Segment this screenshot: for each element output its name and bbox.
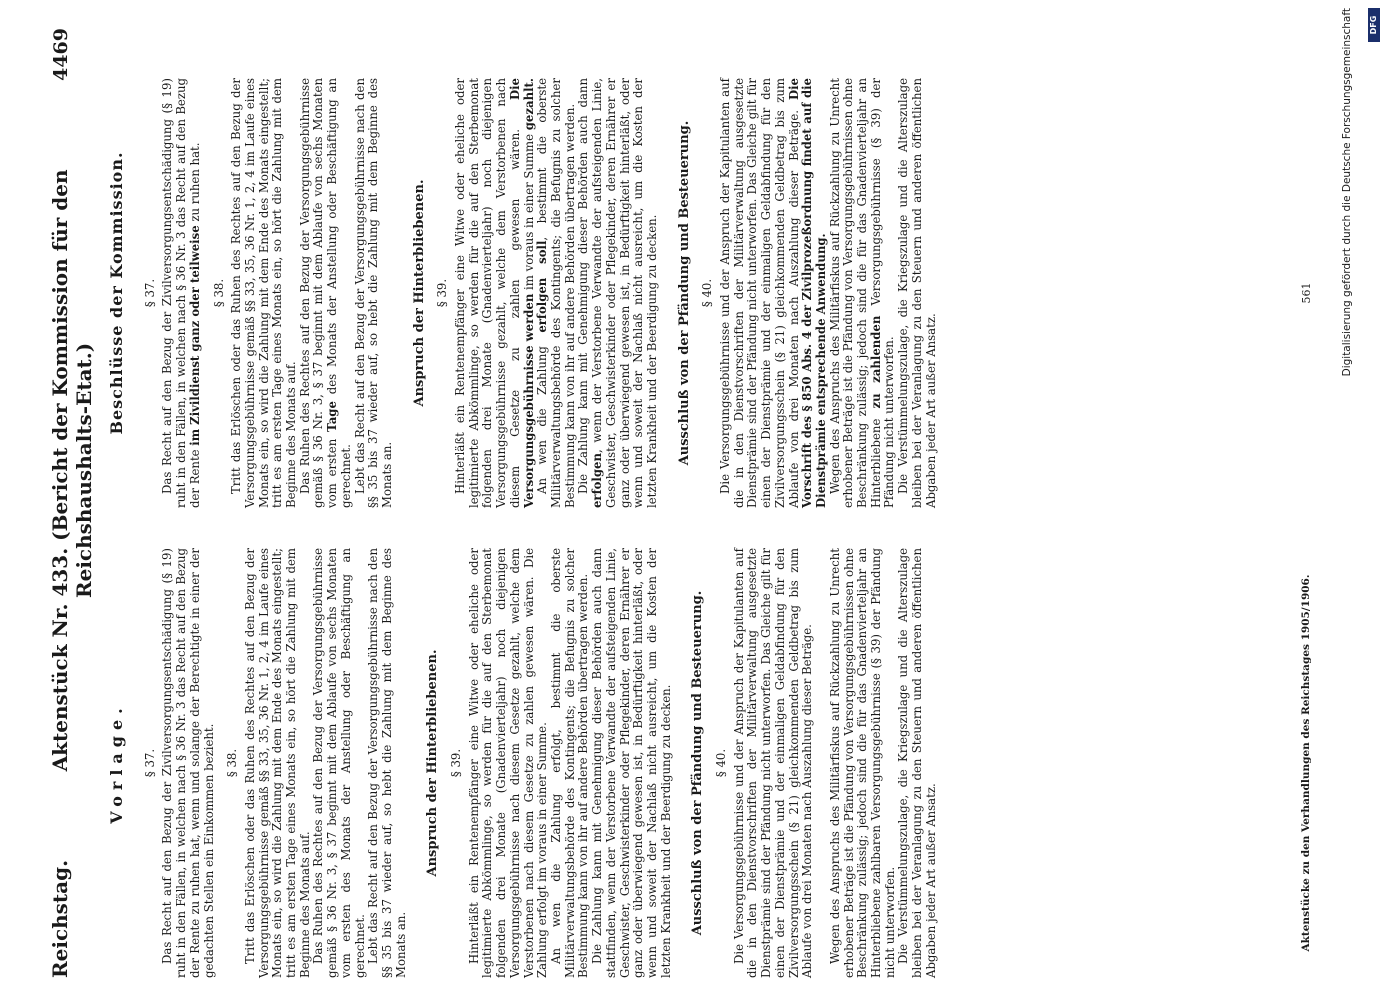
- right-section-hinterbliebenen: Anspruch der Hinterbliebenen.: [411, 179, 427, 407]
- right-column-heading: Beschlüsse der Kommission.: [107, 151, 126, 435]
- right-s37-head: § 37.: [142, 278, 157, 308]
- bold-amendment: Die Versorgungsgebührnisse werden: [507, 78, 536, 508]
- left-section-hinterbliebenen: Anspruch der Hinterbliebenen.: [425, 649, 441, 877]
- left-section-pfaendung: Ausschluß von der Pfändung und Besteuerung.: [690, 590, 706, 936]
- dfg-logo-text: DFG: [1369, 15, 1378, 35]
- left-column: [107, 548, 939, 978]
- left-s40-head: § 40.: [714, 748, 729, 778]
- bold-amendment: erfolgen: [590, 453, 605, 508]
- bold-amendment: Tage: [325, 401, 340, 432]
- left-s40-p3: Die Verstümmelungszulage, die Kriegszulage und die Alterszulage bleiben bei der Veranlagung zu den Steuern und anderen öffentlichen Abgaben jeder Art außer Ansatz.: [896, 548, 938, 978]
- right-s40-p1: Die Versorgungsgebührnisse und der Anspruch der Kapitulanten auf die in den Dienstvorschriften der Militärverwaltung ausgesetzte Dienstprämie sind der Pfändung nicht unterworfen. Das Gleiche gilt für einen der Dienstprämie und der einmaligen Geldabfindung für den Zivilversorgungsschein (§ 21) gleichkommenden Geldbetrag bis zum Ablaufe von drei Monaten nach Auszahlung dieser Beträge. Die Vorschrift des § 850 Abs. 4 der Zivilprozeßordnung findet auf die Dienstprämie entsprechende Anwendung.: [718, 78, 828, 508]
- left-s38-head: § 38.: [225, 748, 240, 778]
- right-s40-p3: Die Verstümmelungszulage, die Kriegszulage und die Alterszulage bleiben bei der Veranlagung zu den Steuern und anderen öffentlichen Abgaben jeder Art außer Ansatz.: [896, 78, 938, 508]
- header-left: Reichstag.: [48, 859, 72, 978]
- right-s40-head: § 40.: [700, 278, 715, 308]
- left-footer: Aktenstücke zu den Verhandlungen des Reichstages 1905/1906.: [1300, 574, 1312, 952]
- right-s39-p1: Hinterläßt ein Rentenempfänger eine Witwe oder eheliche oder legitimierte Abkömmlinge, so werden für die auf den Sterbemonat folgenden drei Monate (Gnadenvierteljahr) noch diejenigen Versorgungsgebührnisse gezahlt, welche dem Verstorbenen nach diesem Gesetze zu zahlen gewesen wären. Die Versorgungsgebührnisse werden im voraus in einer Summe gezahlt.: [453, 78, 536, 508]
- left-s39-head: § 39.: [449, 748, 464, 778]
- left-s37-head: § 37.: [142, 748, 157, 778]
- left-s39-p2: An wen die Zahlung erfolgt, bestimmt die oberste Militärverwaltungsbehörde des Kontingents; die Befugnis zu solcher Bestimmung kann von ihr auf andere Behörden übertragen werden.: [548, 548, 591, 978]
- right-footer: 561: [1300, 282, 1313, 304]
- right-s39-head: § 39.: [435, 278, 450, 308]
- left-s39-p3: Die Zahlung kann mit Genehmigung dieser Behörden auch dann stattfinden, wenn der Verstorbene Verwandte der aufsteigenden Linie, Geschwister, Geschwisterkinder oder Pflegekinder, deren Ernährer er ganz oder überwiegend gewesen ist, in Bedürftigkeit hinterläßt, oder wenn und soweit der Nachlaß nicht ausreicht, um die Kosten der letzten Krankheit und der Beerdigung zu decken.: [590, 548, 673, 978]
- right-s38-head: § 38.: [211, 278, 226, 308]
- left-s38-p3: Lebt das Recht auf den Bezug der Versorgungsgebührnisse nach den §§ 35 bis 37 wieder auf, so hebt die Zahlung mit dem Beginne des Monats an.: [366, 548, 408, 978]
- right-s38-p1: Tritt das Erlöschen oder das Ruhen des Rechtes auf den Bezug der Versorgungsgebührnisse gemäß §§ 33, 35, 36 Nr. 1, 2, 4 im Laufe eines Monats ein, so wird die Zahlung mit dem Ende des Monats eingestellt; tritt es am ersten Tage eines Monats ein, so hört die Zahlung mit dem Beginne des Monats auf.: [229, 78, 299, 508]
- digitization-note-text: Digitalisierung gefördert durch die Deutsche Forschungsgemeinschaft: [1341, 8, 1353, 377]
- bold-amendment: Die Vorschrift des § 850 Abs. 4 der Zivilprozeßordnung findet auf die Dienstprämie entsprechende Anwendung.: [786, 78, 828, 508]
- left-s37-text: Das Recht auf den Bezug der Zivilversorgungsentschädigung (§ 19) ruht in den Fällen, in welchen nach § 36 Nr. 3 das Recht auf den Bezug der Rente zu ruhen hat, wenn und solange der Berechtigte in einer der gedachten Stellen ein Einkommen bezieht.: [160, 548, 216, 978]
- page-number: 4469: [50, 28, 72, 81]
- right-s39-p3: Die Zahlung kann mit Genehmigung dieser Behörden auch dann erfolgen, wenn der Verstorbene Verwandte der aufsteigenden Linie, Geschwister, Geschwisterkinder oder Pflegekinder, deren Ernährer er ganz oder überwiegend gewesen ist, in Bedürftigkeit hinterläßt, oder wenn und soweit der Nachlaß nicht ausreicht, um die Kosten der letzten Krankheit und der Beerdigung zu decken.: [576, 78, 659, 508]
- left-s38-p1: Tritt das Erlöschen oder das Ruhen des Rechtes auf den Bezug der Versorgungsgebührnisse gemäß §§ 33, 35, 36 Nr. 1, 2, 4 im Laufe eines Monats ein, so wird die Zahlung mit dem Ende des Monats eingestellt; tritt es am ersten Tage eines Monats ein, so hört die Zahlung mit dem Beginne des Monats auf.: [242, 548, 312, 978]
- right-s37-text: Das Recht auf den Bezug der Zivilversorgungsentschädigung (§ 19) ruht in den Fällen, in welchen nach § 36 Nr. 3 das Recht auf den Bezug der Rente im Zivildienst ganz oder teilweise zu ruhen hat.: [160, 78, 202, 508]
- right-s40-p2: Wegen des Anspruchs des Militärfiskus auf Rückzahlung zu Unrecht erhobener Beträge ist die Pfändung von Versorgungsgebührnissen ohne Beschränkung zulässig; jedoch sind die für das Gnadenvierteljahr an Hinterbliebene zu zahlenden Versorgungsgebührnisse (§ 39) der Pfändung nicht unterworfen.: [827, 78, 897, 508]
- right-s38-p2: Das Ruhen des Rechtes auf den Bezug der Versorgungsgebührnisse gemäß § 36 Nr. 3, § 37 beginnt mit dem Ablaufe von sechs Monaten vom ersten Tage des Monats der Anstellung oder Beschäftigung an gerechnet.: [297, 77, 353, 508]
- left-s39-p1: Hinterläßt ein Rentenempfänger eine Witwe oder eheliche oder legitimierte Abkömmlinge, so werden für die auf den Sterbemonat folgenden drei Monate (Gnadenvierteljahr) noch diejenigen Versorgungsgebührnisse nach diesem Gesetze gezahlt, welche dem Verstorbenen nach diesem Gesetze zu zahlen gewesen wären. Die Zahlung erfolgt im voraus in einer Summe.: [466, 548, 550, 978]
- left-s40-p1: Die Versorgungsgebührnisse und der Anspruch der Kapitulanten auf die in den Dienstvorschriften der Militärverwaltung ausgesetzte Dienstprämie sind der Pfändung nicht unterworfen. Das Gleiche gilt für einen der Dienstprämie und der einmaligen Geldabfindung für den Zivilversorgungsschein (§ 21) gleichkommenden Geldbetrag bis zum Ablaufe von drei Monaten nach Auszahlung dieser Beträge.: [731, 548, 815, 978]
- bold-amendment: im Zivildienst ganz oder teilweise: [187, 225, 202, 446]
- right-section-pfaendung: Ausschluß von der Pfändung und Besteuerung.: [676, 120, 692, 466]
- right-s39-p2: An wen die Zahlung erfolgen soll, bestimmt die oberste Militärverwaltungsbehörde des Kontingents; die Befugnis zu solcher Bestimmung kann von ihr auf andere Behörden übertragen werden.: [535, 78, 577, 508]
- document-page: [48, 28, 1368, 978]
- right-column: [107, 77, 938, 508]
- bold-amendment: gezahlt.: [521, 78, 536, 131]
- digitization-note: [1337, 8, 1357, 992]
- dfg-logo: [1368, 8, 1380, 42]
- right-s38-p3: Lebt das Recht auf den Bezug der Versorgungsgebührnisse nach den §§ 35 bis 37 wieder auf, so hebt die Zahlung mit dem Beginne des Monats an.: [352, 78, 394, 508]
- left-s40-p2: Wegen des Anspruchs des Militärfiskus auf Rückzahlung zu Unrecht erhobener Beträge ist die Pfändung von Versorgungsgebührnissen ohne Beschränkung zulässig; jedoch sind die für das Gnadenvierteljahr an Hinterbliebene zahlbaren Versorgungsgebührnisse (§ 39) der Pfändung nicht unterworfen.: [827, 548, 897, 978]
- page-header: [48, 28, 96, 978]
- bold-amendment: erfolgen soll: [535, 240, 550, 333]
- left-s38-p2: Das Ruhen des Rechtes auf den Bezug der Versorgungsgebührnisse gemäß § 36 Nr. 3, § 37 beginnt mit dem Ablaufe von sechs Monaten vom ersten des Monats der Anstellung oder Beschäftigung an gerechnet.: [311, 548, 367, 978]
- header-title: Aktenstück Nr. 433. (Bericht der Kommission für den Reichshaushalts-Etat.): [48, 169, 96, 772]
- bold-amendment: zu zahlenden: [868, 315, 883, 409]
- left-column-heading: Vorlage.: [107, 702, 126, 824]
